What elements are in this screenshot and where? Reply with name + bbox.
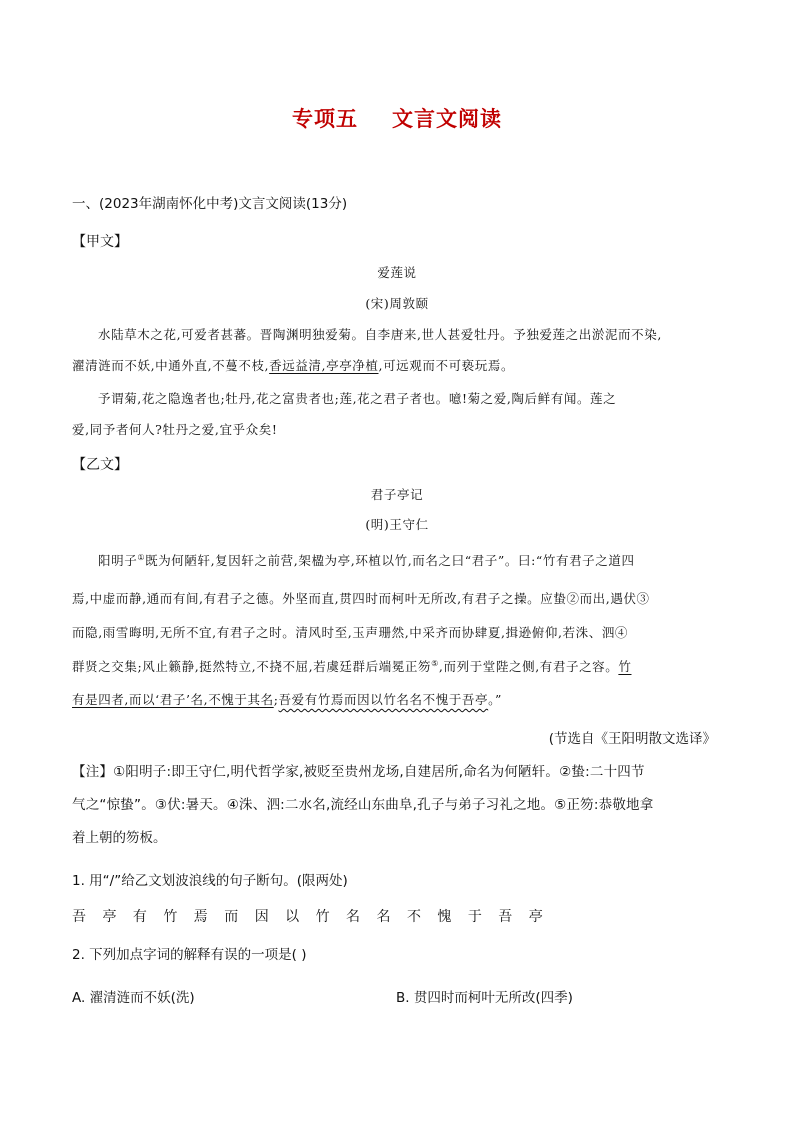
footnote-marker-5: ⑤ — [431, 658, 439, 668]
yi-author: (明)王守仁 — [365, 517, 429, 532]
yi-line-5 — [72, 690, 502, 708]
jia-underlined-phrase: 香远益清,亭亭净植 — [269, 358, 379, 373]
yi-wavy-sentence: 吾爱有竹焉而因以竹名名不愧于吾亭 — [278, 692, 489, 707]
jia-author: (宋)周敦颐 — [365, 296, 429, 311]
footnote-marker-1: ① — [137, 552, 146, 562]
yi-line-4 — [72, 657, 631, 675]
yi-source: (节选自《王阳明散文选译》 — [548, 731, 716, 747]
yi-line-4a: 群贤之交集;风止籁静,挺然特立,不挠不屈,若虞廷群后端冕正笏 — [72, 659, 432, 674]
note-line-3: 着上朝的笏板。 — [72, 830, 167, 846]
yi-underlined-sentence: 有是四者,而以‘君子’名,不愧于其名 — [72, 692, 274, 707]
yi-line-3: 而隐,雨雪晦明,无所不宜,有君子之时。清风时至,玉声珊然,中采齐而协肆夏,揖逊俯仰,若洙、泗④ — [72, 625, 629, 640]
yi-label: 【乙文】 — [72, 457, 128, 473]
jia-line-1: 水陆草木之花,可爱者甚蕃。晋陶渊明独爱菊。自李唐来,世人甚爱牡丹。予独爱莲之出淤泥而不染, — [98, 327, 662, 342]
jia-line-4: 爱,同予者何人?牡丹之爱,宜乎众矣! — [72, 422, 278, 437]
yi-underlined-start: 竹 — [618, 659, 632, 674]
jia-line-2 — [72, 356, 514, 374]
section-heading: 一、(2023年湖南怀化中考)文言文阅读(13分) — [72, 196, 348, 212]
yi-title: 君子亭记 — [370, 487, 424, 502]
note-line-2: 气之“惊蛰”。③伏:暑天。④洙、泗:二水名,流经山东曲阜,孔子与弟子习礼之地。⑤正笏:恭敬地拿 — [72, 797, 654, 813]
yi-line-1b: 既为何陋轩,复因轩之前营,架楹为亭,环植以竹,而名之曰“君子”。曰:“竹有君子之道四 — [145, 553, 635, 568]
yi-line-1 — [98, 551, 635, 569]
question-1-sentence: 吾 亭 有 竹 焉 而 因 以 竹 名 名 不 愧 于 吾 亭 — [72, 909, 549, 925]
question-2-option-b: B. 贯四时而柯叶无所改(四季) — [396, 990, 573, 1006]
question-2: 2. 下列加点字词的解释有误的一项是( ) — [72, 947, 307, 963]
yi-line-1a: 阳明子 — [98, 553, 138, 568]
yi-line-4b: ,而列于堂陛之侧,有君子之容。 — [438, 659, 619, 674]
question-1: 1. 用“/”给乙文划波浪线的句子断句。(限两处) — [72, 873, 348, 889]
yi-line-5-end: 。” — [488, 692, 502, 707]
jia-label: 【甲文】 — [72, 234, 128, 250]
title-part1: 专项五 — [292, 106, 358, 131]
page-title — [0, 103, 794, 133]
jia-line-2b: ,可远观而不可亵玩焉。 — [378, 358, 515, 373]
yi-line-2: 焉,中虚而静,通而有间,有君子之德。外坚而直,贯四时而柯叶无所改,有君子之操。应蛰②而出,遇伏③ — [72, 591, 650, 606]
jia-line-3: 予谓菊,花之隐逸者也;牡丹,花之富贵者也;莲,花之君子者也。噫!菊之爱,陶后鲜有闻。莲之 — [98, 391, 617, 406]
question-2-option-a: A. 濯清涟而不妖(洗) — [72, 990, 195, 1006]
jia-line-2a: 濯清涟而不妖,中通外直,不蔓不枝, — [72, 358, 270, 373]
yi-line-5-mid: ; — [273, 692, 279, 707]
note-line-1: 【注】①阳明子:即王守仁,明代哲学家,被贬至贵州龙场,自建居所,命名为何陋轩。②蛰:二十四节 — [72, 764, 645, 780]
jia-title: 爱莲说 — [377, 265, 417, 280]
title-part2: 文言文阅读 — [392, 106, 502, 131]
